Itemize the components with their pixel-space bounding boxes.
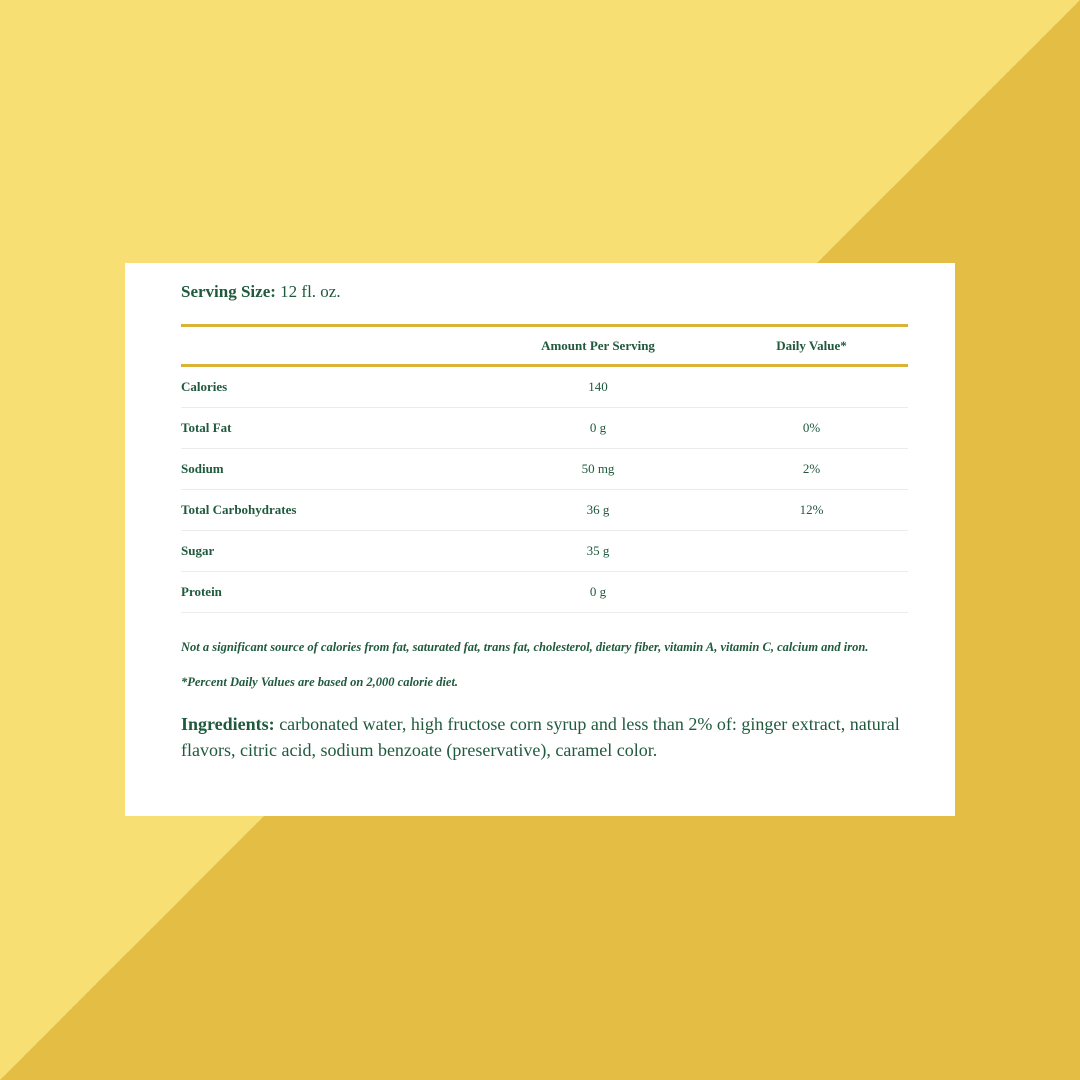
header-nutrient — [181, 326, 481, 366]
table-row — [181, 490, 908, 531]
nutrient-amount: 0 g — [481, 572, 715, 613]
nutrient-name: Calories — [181, 366, 481, 408]
serving-size-label: Serving Size: — [181, 282, 276, 301]
nutrient-name: Sodium — [181, 449, 481, 490]
table-row — [181, 366, 908, 408]
header-amount-per-serving: Amount Per Serving — [481, 326, 715, 366]
nutrition-card — [125, 263, 955, 816]
table-header — [181, 326, 908, 366]
nutrient-amount: 0 g — [481, 408, 715, 449]
ingredients-label: Ingredients: — [181, 714, 275, 734]
table-row — [181, 408, 908, 449]
nutrient-name: Total Fat — [181, 408, 481, 449]
nutrient-amount: 140 — [481, 366, 715, 408]
ingredients — [181, 711, 908, 763]
nutrient-amount: 36 g — [481, 490, 715, 531]
daily-value-footnote: *Percent Daily Values are based on 2,000 calorie diet. — [181, 675, 459, 689]
nutrient-name: Total Carbohydrates — [181, 490, 481, 531]
serving-size-value: 12 fl. oz. — [275, 282, 341, 301]
table-body — [181, 366, 908, 613]
nutrition-table — [181, 324, 908, 613]
nutrient-daily-value: 2% — [715, 449, 908, 490]
table-row — [181, 531, 908, 572]
nutrient-daily-value — [715, 531, 908, 572]
table-row — [181, 449, 908, 490]
ingredients-text: carbonated water, high fructose corn syrup and less than 2% of: ginger extract, natural flavors, citric acid, sodium benzoate (preservative), caramel color. — [181, 714, 900, 760]
nutrient-daily-value: 12% — [715, 490, 908, 531]
nutrient-name: Protein — [181, 572, 481, 613]
nutrient-name: Sugar — [181, 531, 481, 572]
nutrient-amount: 35 g — [481, 531, 715, 572]
nutrient-daily-value — [715, 572, 908, 613]
serving-size — [181, 281, 908, 303]
header-daily-value: Daily Value* — [715, 326, 908, 366]
table-header-row — [181, 326, 908, 366]
nutrient-daily-value — [715, 366, 908, 408]
significance-note: Not a significant source of calories from fat, saturated fat, trans fat, cholesterol, dietary fiber, vitamin A, vitamin C, calcium and iron. — [181, 640, 869, 654]
table-row — [181, 572, 908, 613]
nutrient-amount: 50 mg — [481, 449, 715, 490]
nutrient-daily-value: 0% — [715, 408, 908, 449]
